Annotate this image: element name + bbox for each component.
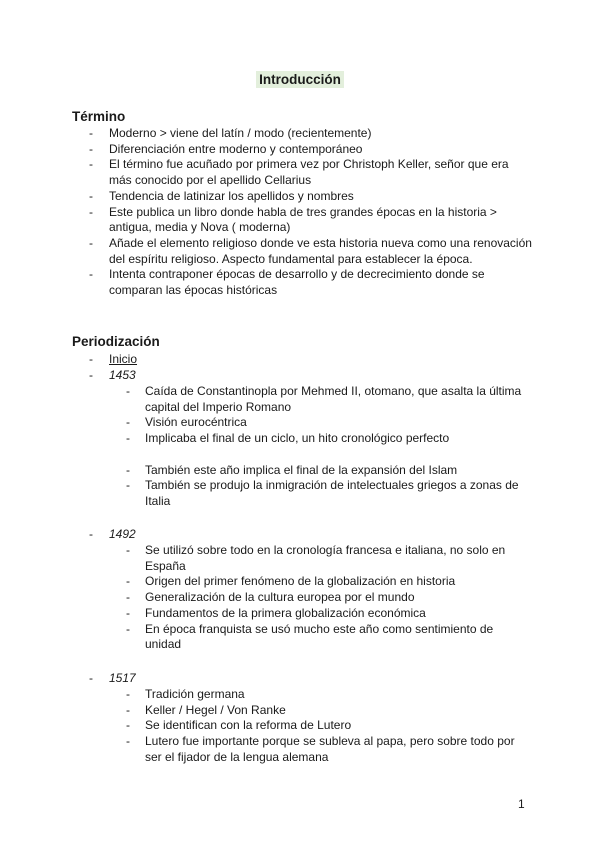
list-item: - Se identifican con la reforma de Lutero bbox=[126, 718, 352, 733]
list-item: - Origen del primer fenómeno de la globalización en historia bbox=[126, 574, 456, 589]
list-item: - Tradición germana bbox=[126, 687, 245, 701]
list-item: - Tendencia de latinizar los apellidos y nombres bbox=[89, 188, 354, 203]
termino-list bbox=[72, 126, 532, 299]
list-item: - Diferenciación entre moderno y contemporáneo bbox=[89, 141, 363, 156]
page-number: 1 bbox=[518, 797, 525, 811]
year-1453-list bbox=[72, 384, 532, 510]
list-item: - El término fue acuñado por primera vez por Christoph Keller, señor que era más conocido por el apellido Cellarius bbox=[89, 157, 509, 188]
list-item: - También se produjo la inmigración de intelectuales griegos a zonas de Italia bbox=[126, 478, 519, 508]
list-item: - Lutero fue importante porque se subleva al papa, pero sobre todo por ser el fijador de la lengua alemana bbox=[126, 734, 515, 764]
list-item: - Moderno > viene del latín / modo (recientemente) bbox=[89, 126, 372, 140]
section-heading-periodizacion: Periodización bbox=[72, 334, 160, 349]
list-item: - En época franquista se usó mucho este año como sentimiento de unidad bbox=[126, 621, 494, 652]
list-item: - Keller / Hegel / Von Ranke bbox=[126, 702, 286, 717]
section-heading-termino: Término bbox=[72, 109, 126, 124]
list-item: - Caída de Constantinopla por Mehmed II, otomano, que asalta la última capital del Imperio Romano bbox=[126, 384, 522, 414]
list-item: - Intenta contraponer épocas de desarrollo y de decrecimiento donde se comparan las épocas históricas bbox=[89, 267, 485, 298]
year-1492-list bbox=[72, 543, 532, 653]
list-item: - Visión eurocéntrica bbox=[126, 415, 247, 430]
list-item: - Añade el elemento religioso donde ve esta historia nueva como una renovación del espíritu religioso. Aspecto fundamental para establecer la época. bbox=[89, 235, 532, 266]
page-title: Introducción bbox=[0, 72, 600, 87]
list-item: - Implicaba el final de un ciclo, un hito cronológico perfecto bbox=[126, 431, 450, 446]
list-item: - Se utilizó sobre todo en la cronología francesa e italiana, no solo en España bbox=[126, 543, 506, 573]
list-item: - Fundamentos de la primera globalización económica bbox=[126, 605, 426, 620]
list-item: - Generalización de la cultura europea por el mundo bbox=[126, 590, 415, 605]
list-item: - También este año implica el final de la expansión del Islam bbox=[126, 462, 458, 477]
list-item: - Este publica un libro donde habla de tres grandes épocas en la historia > antigua, media y Nova ( moderna) bbox=[89, 204, 497, 235]
year-1517-list bbox=[72, 687, 532, 766]
